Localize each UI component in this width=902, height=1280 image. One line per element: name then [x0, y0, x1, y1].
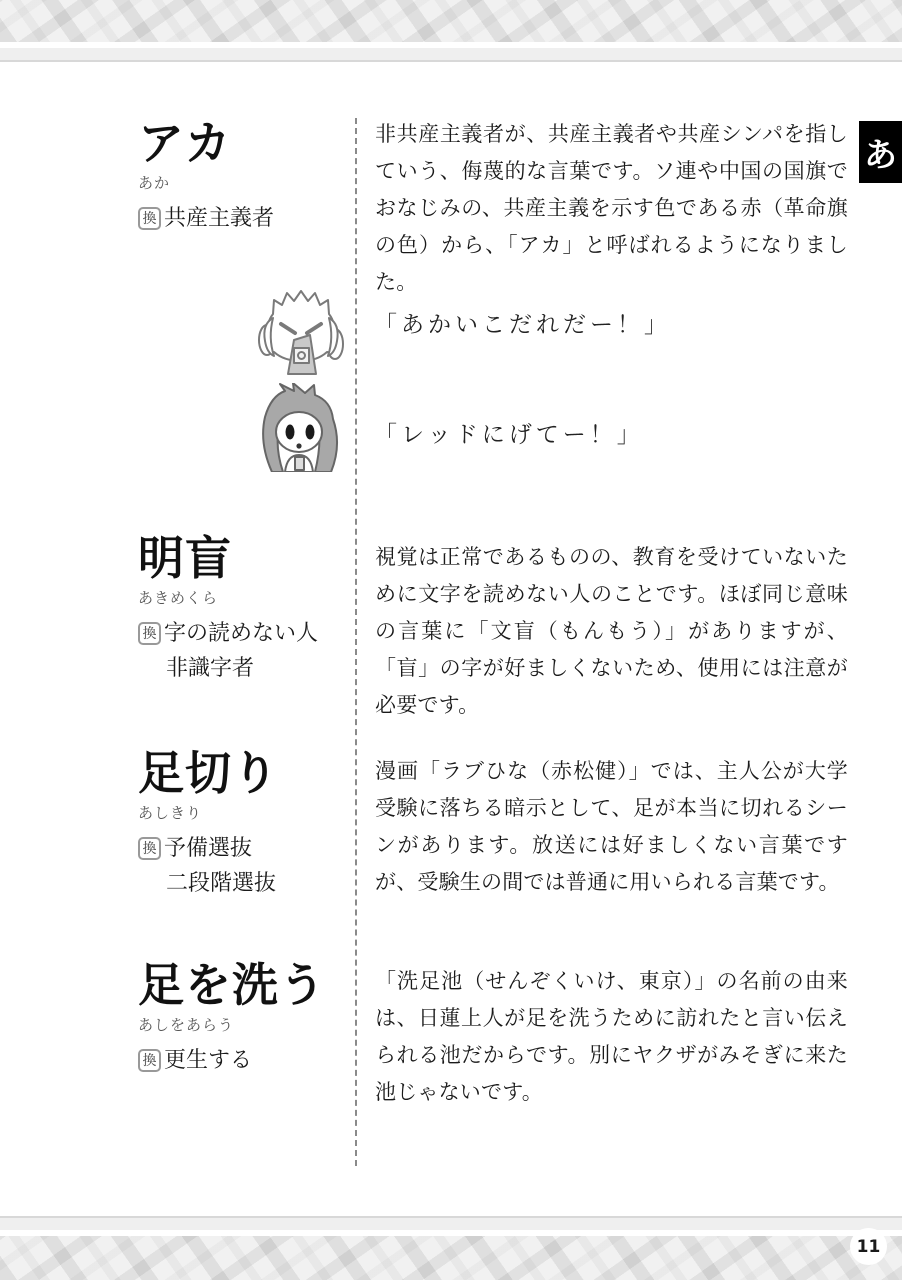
entry-definition: 漫画「ラブひな（赤松健）」では、主人公が大学受験に落ちる暗示として、足が本当に切れるシーンがあります。放送には好ましくない言葉ですが、受験生の間では普通に用いられる言葉です。	[375, 759, 848, 894]
entry-reading: あきめくら	[138, 588, 219, 607]
replacement-marker-icon: 換	[138, 837, 161, 860]
entry-definition: 非共産主義者が、共産主義者や共産シンパを指していう、侮蔑的な言葉です。ソ連や中国の国旗でおなじみの、共産主義を示す色である赤（革命旗の色）から、「アカ」と呼ばれるようになりました。	[375, 122, 848, 294]
replacement-marker-icon: 換	[138, 622, 161, 645]
synonym-text: 予備選抜	[164, 835, 253, 861]
dark-haired-twin-tail-girl-illustration	[252, 383, 347, 476]
entry-headword: 足を洗う	[138, 958, 326, 1012]
quote-text: 「レッドにげてー！」	[374, 422, 644, 448]
entry-reading: あか	[138, 173, 171, 192]
page-number: 11	[850, 1228, 887, 1265]
entry-headword: 足切り	[138, 746, 279, 800]
entry-definition: 視覚は正常であるものの、教育を受けていないために文字を読めない人のことです。ほぼ同じ意味の言葉に「文盲（もんもう）」がありますが、「盲」の字が好ましくないため、使用には注意が必要です。	[375, 545, 848, 717]
entry-headword: アカ	[138, 116, 232, 170]
column-divider	[355, 118, 357, 1166]
quote-text: 「あかいこだれだー！」	[374, 312, 671, 338]
entry-akimekura	[138, 533, 353, 686]
entry-ashiwoarau	[138, 960, 353, 1078]
index-tab-a: あ	[859, 121, 902, 183]
entry-synonyms	[138, 1043, 353, 1078]
replacement-marker-icon: 換	[138, 207, 161, 230]
plaid-border-bottom	[0, 1236, 902, 1280]
rule-line-top	[0, 60, 902, 62]
entry-aka	[138, 118, 353, 236]
entry-synonyms	[138, 831, 353, 901]
synonym-text: 字の読めない人	[164, 620, 319, 646]
synonym-text: 共産主義者	[164, 205, 275, 231]
gray-band-bottom	[0, 1218, 902, 1230]
entry-definition: 「洗足池（せんぞくいけ、東京）」の名前の由来は、日蓮上人が足を洗うために訪れたと言い伝えられる池だからです。別にヤクザがみそぎに来た池じゃないです。	[375, 969, 848, 1104]
entry-synonyms	[138, 616, 353, 686]
angry-light-haired-girl-with-megaphone-illustration	[257, 286, 345, 380]
gray-band-top	[0, 48, 902, 60]
entry-headword: 明盲	[138, 531, 232, 585]
replacement-marker-icon: 換	[138, 1049, 161, 1072]
entry-synonyms	[138, 201, 353, 236]
synonym-text: 二段階選抜	[166, 870, 277, 896]
entry-reading: あしきり	[138, 803, 203, 822]
entry-reading: あしをあらう	[138, 1015, 235, 1034]
plaid-border-top	[0, 0, 902, 42]
synonym-text: 非識字者	[166, 655, 255, 681]
synonym-text: 更生する	[164, 1047, 253, 1073]
entry-ashikiri	[138, 748, 353, 901]
